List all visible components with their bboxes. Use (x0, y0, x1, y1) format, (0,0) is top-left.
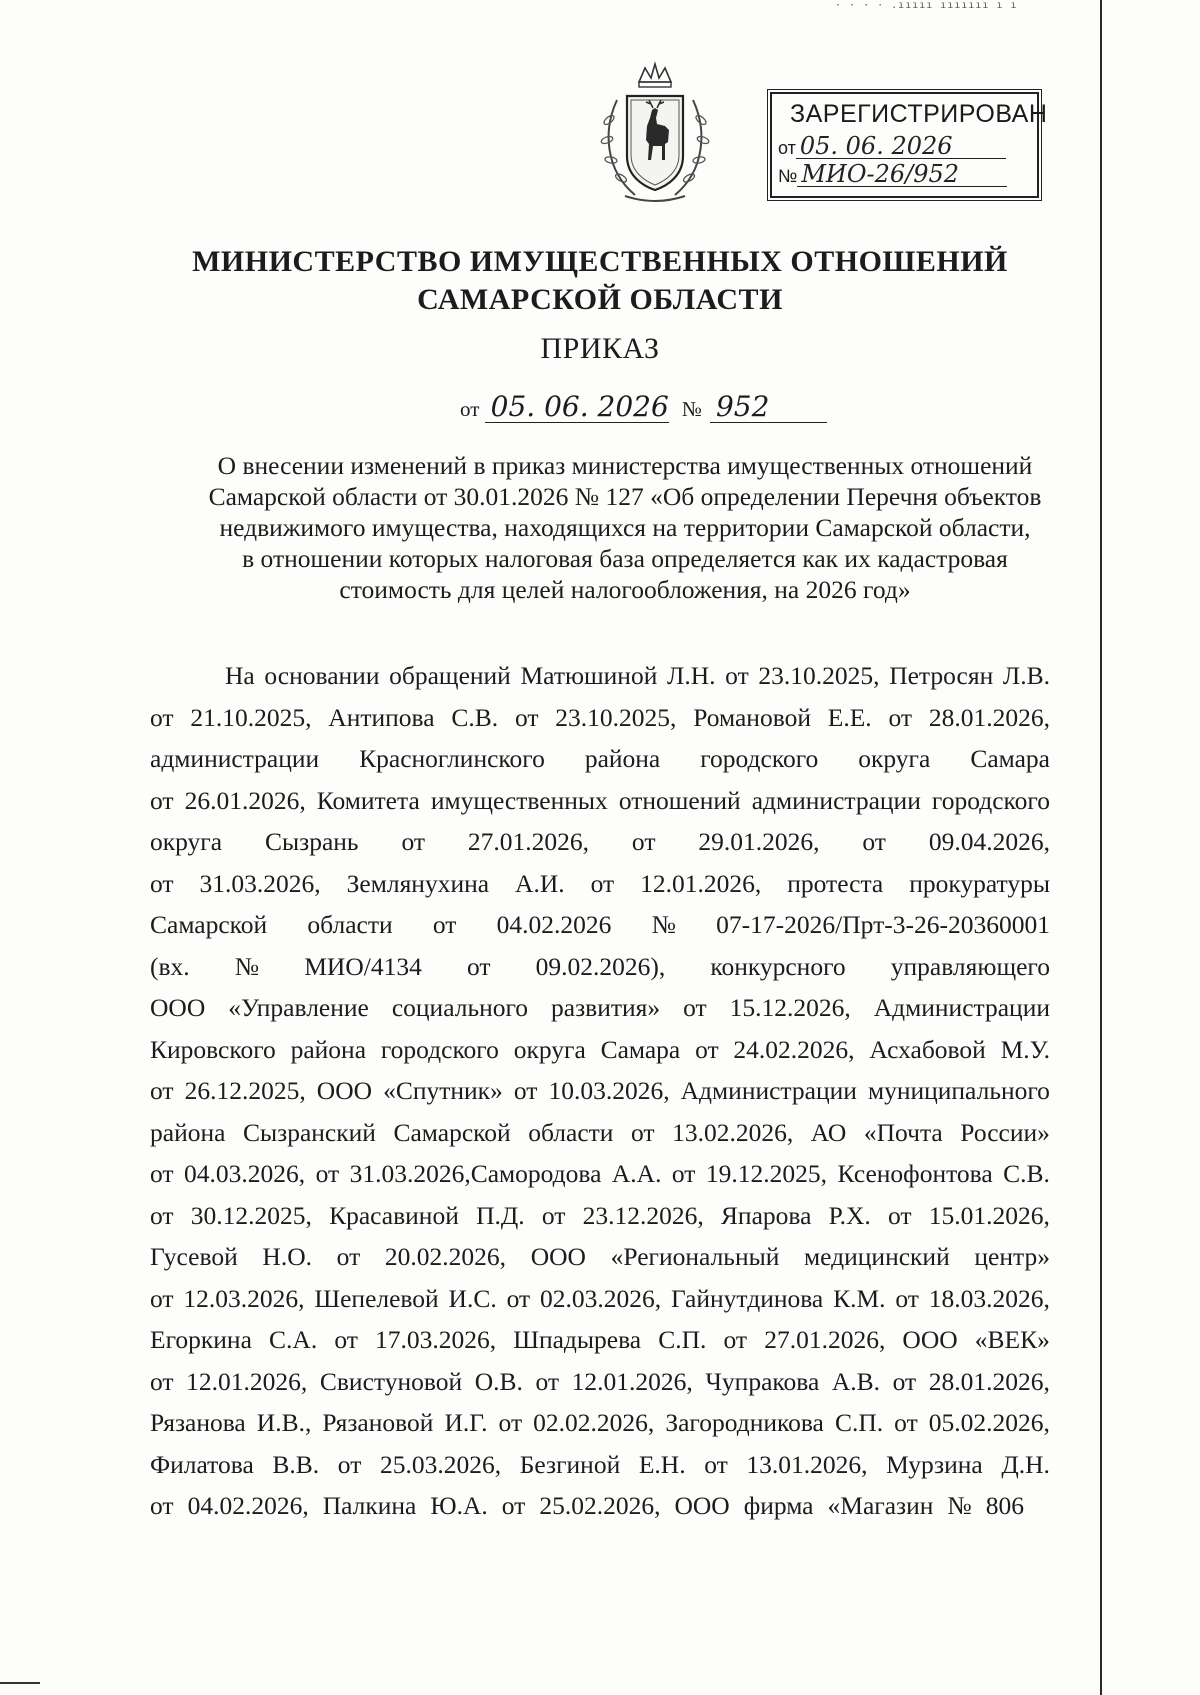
subject-line: О внесении изменений в приказ министерства имущественных отношений (217, 451, 1033, 480)
order-subject (180, 450, 1070, 605)
body-line: Самарской области от 04.02.2026 № 07-17-2026/Прт-3-26-20360001 (150, 910, 1050, 939)
subject-line: недвижимого имущества, находящихся на территории Самарской области, (219, 513, 1031, 542)
ministry-title-line2: САМАРСКОЙ ОБЛАСТИ (417, 283, 783, 316)
subject-line: в отношении которых налоговая база определяется как их кадастровая (242, 544, 1008, 573)
body-line: округа Сызрань от 27.01.2026, от 29.01.2026, от 09.04.2026, (150, 827, 1050, 856)
order-number-prefix: № (681, 397, 702, 421)
order-number-handwritten: 952 (710, 392, 827, 423)
body-line: Филатова В.В. от 25.03.2026, Безгиной Е.Н. от 13.01.2026, Мурзина Д.Н. (150, 1449, 1050, 1479)
body-line: администрации Красноглинского района городского округа Самара (150, 744, 1050, 773)
body-line: Гусевой Н.О. от 20.02.2026, ООО «Региональный медицинский центр» (150, 1242, 1050, 1271)
body-line: от 30.12.2025, Красавиной П.Д. от 23.12.2026, Япарова Р.Х. от 15.01.2026, (150, 1200, 1050, 1230)
registration-stamp (770, 92, 1048, 198)
stamp-title: ЗАРЕГИСТРИРОВАН (790, 100, 1048, 128)
scan-artifact-top: · · · · .ııııı ııııııı ı ı (835, 0, 1018, 10)
body-line: (вх. № МИО/4134 от 09.02.2026), конкурсного управляющего (150, 951, 1050, 981)
scan-artifact-bottom (0, 1682, 40, 1684)
body-line: от 12.01.2026, Свистуновой О.В. от 12.01.2026, Чупракова А.В. от 28.01.2026, (150, 1366, 1050, 1396)
stamp-number-handwritten: МИО-26/952 (797, 162, 1007, 187)
body-line: от 21.10.2025, Антипова С.В. от 23.10.2025, Романовой Е.Е. от 28.01.2026, (150, 702, 1050, 732)
subject-line: стоимость для целей налогообложения, на 2026 год» (339, 575, 911, 604)
coat-of-arms-icon (595, 60, 715, 210)
body-line: от 04.03.2026, от 31.03.2026,Самородова А.А. от 19.12.2025, Ксенофонтова С.В. (150, 1159, 1050, 1188)
scan-edge-line (1100, 0, 1102, 1695)
body-line: от 04.02.2026, Палкина Ю.А. от 25.02.2026, ООО фирма «Магазин № 806 (150, 1491, 1024, 1520)
body-line: от 26.12.2025, ООО «Спутник» от 10.03.2026, Администрации муниципального (150, 1076, 1050, 1105)
body-line: Кировского района городского округа Самара от 24.02.2026, Асхабовой М.У. (150, 1034, 1050, 1064)
body-line: от 31.03.2026, Землянухина А.И. от 12.01.2026, протеста прокуратуры (150, 868, 1050, 898)
body-line: Егоркина С.А. от 17.03.2026, Шпадырева С.П. от 27.01.2026, ООО «ВЕК» (150, 1325, 1050, 1354)
order-date-prefix: от (460, 397, 480, 421)
document-type-title: ПРИКАЗ (540, 332, 660, 365)
ministry-title-line1: МИНИСТЕРСТВО ИМУЩЕСТВЕННЫХ ОТНОШЕНИЙ (192, 245, 1008, 278)
body-line: от 26.01.2026, Комитета имущественных отношений администрации городского (150, 785, 1050, 815)
body-line: ООО «Управление социального развития» от 15.12.2026, Администрации (150, 993, 1050, 1022)
order-date-handwritten: 05. 06. 2026 (485, 392, 669, 423)
body-line: На основании обращений Матюшиной Л.Н. от 23.10.2025, Петросян Л.В. (225, 661, 1050, 690)
stamp-date-handwritten: 05. 06. 2026 (796, 134, 1006, 159)
body-line: Рязанова И.В., Рязановой И.Г. от 02.02.2026, Загородникова С.П. от 05.02.2026, (150, 1408, 1050, 1437)
stamp-number-prefix: № (778, 166, 798, 186)
stamp-date-row (778, 134, 1006, 159)
order-body-text (150, 655, 1050, 1527)
order-date-number-line (460, 392, 827, 423)
stamp-number-row (778, 162, 1007, 187)
body-line: района Сызранский Самарской области от 13.02.2026, АО «Почта России» (150, 1117, 1050, 1147)
subject-line: Самарской области от 30.01.2026 № 127 «Об определении Перечня объектов (208, 482, 1042, 511)
body-line: от 12.03.2026, Шепелевой И.С. от 02.03.2026, Гайнутдинова К.М. от 18.03.2026, (150, 1283, 1050, 1313)
stamp-date-prefix: от (778, 138, 796, 158)
